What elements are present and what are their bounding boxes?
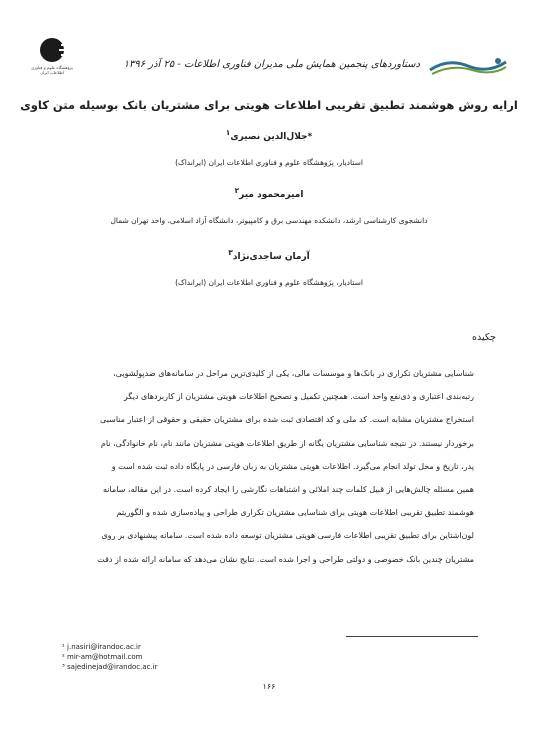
author-1-affiliation: استادیار، پژوهشگاه علوم و فناوری اطلاعات ایران (ایرانداک) — [175, 158, 363, 167]
paper-title: ارایه روش هوشمند تطبیق تقریبی اطلاعات هویتی برای مشتریان بانک بوسیله متن کاوی — [20, 98, 518, 112]
author-3-affiliation: استادیار، پژوهشگاه علوم و فناوری اطلاعات ایران (ایرانداک) — [175, 278, 363, 287]
abstract-line: برخوردار نیستند. در نتیجه شناسایی مشتریان یگانه از طریق اطلاعات هویتی مشتریان مانند نام، نام خانوادگی، نام — [100, 438, 474, 448]
footnote-email: ¹ j.nasiri@irandoc.ac.ir — [62, 643, 141, 651]
author-1-name — [0, 128, 538, 142]
author-name: امیرمحمود میر — [239, 190, 304, 200]
conference-title: دستاوردهای پنجمین همایش ملی مدیران فناوری اطلاعات - ۲۵ آذر ۱۳۹۶ — [123, 59, 420, 70]
footnote-email: ³ sajedinejad@irandoc.ac.ir — [62, 663, 158, 671]
author-name: *جلال‌الدین نصیری — [230, 132, 313, 142]
footnote-divider — [346, 636, 478, 637]
page-number: ۱۶۶ — [262, 682, 276, 691]
footnote-email: ² mir-am@hotmail.com — [62, 653, 143, 661]
abstract-line: پدر، تاریخ و محل تولد انجام می‌گیرد. اطلاعات هویتی مشتریان به زبان فارسی در پایگاه داده ثبت شده است و — [111, 461, 474, 471]
institute-logo-emblem-icon — [40, 38, 64, 62]
abstract-heading: چکیده — [472, 332, 496, 343]
institute-logo — [24, 38, 80, 88]
abstract-line: لون‌اشتاین برای تطبیق تقریبی اطلاعات فارسی هویتی مشتریان توسعه داده شده است. سامانه پیشنهادی بر روی — [101, 531, 474, 541]
abstract-line: رتبه‌بندی اعتباری و ذی‌نفع واحد است. همچنین تکمیل و تصحیح اطلاعات هویتی مشتریان از کاربردهای دیگر — [123, 392, 474, 402]
abstract-line: مشتریان چندین بانک خصوصی و دولتی طراحی و اجرا شده است. نتایج نشان می‌دهد که سامانه ارائه شده از دقت — [97, 554, 474, 564]
footnotes — [62, 642, 158, 672]
abstract-line: استخراج مشتریان مشابه است. کد ملی و کد اقتصادی ثبت شده برای مشتریان حقیقی و حقوقی از اعتبار مناسبی — [100, 415, 474, 425]
conference-header — [123, 56, 508, 78]
author-sup: ۱ — [225, 128, 231, 137]
institute-logo-caption: پژوهشگاه علوم و فناوری اطلاعات ایران — [31, 65, 73, 75]
author-sup: ۲ — [234, 186, 240, 195]
author-2-affiliation: دانشجوی کارشناسی ارشد، دانشکده مهندسی برق و کامپیوتر، دانشگاه آزاد اسلامی، واحد تهران شمال — [110, 216, 428, 225]
abstract-line: هوشمند تطبیق تقریبی اطلاعات هویتی برای شناسایی مشتریان تکراری طراحی و پیاده‌سازی شده و الگوریتم — [116, 508, 474, 518]
abstract-body — [62, 362, 474, 571]
conference-logo-icon — [428, 56, 508, 76]
author-3-name — [0, 248, 538, 262]
author-name: آرمان ساجدی‌نژاد — [232, 252, 310, 262]
abstract-line: همین مسئله چالش‌هایی از قبیل کلمات چند املائی و اشتباهات نگارشی را ایجاد کرده است. در این مقاله، سامانه — [102, 485, 474, 495]
author-sup: ۳ — [228, 248, 233, 257]
author-2-name — [0, 186, 538, 200]
abstract-line: شناسایی مشتریان تکراری در بانک‌ها و موسسات مالی، یکی از کلیدی‌ترین مراحل در سامانه‌های ضدپولشویی، — [113, 369, 474, 378]
